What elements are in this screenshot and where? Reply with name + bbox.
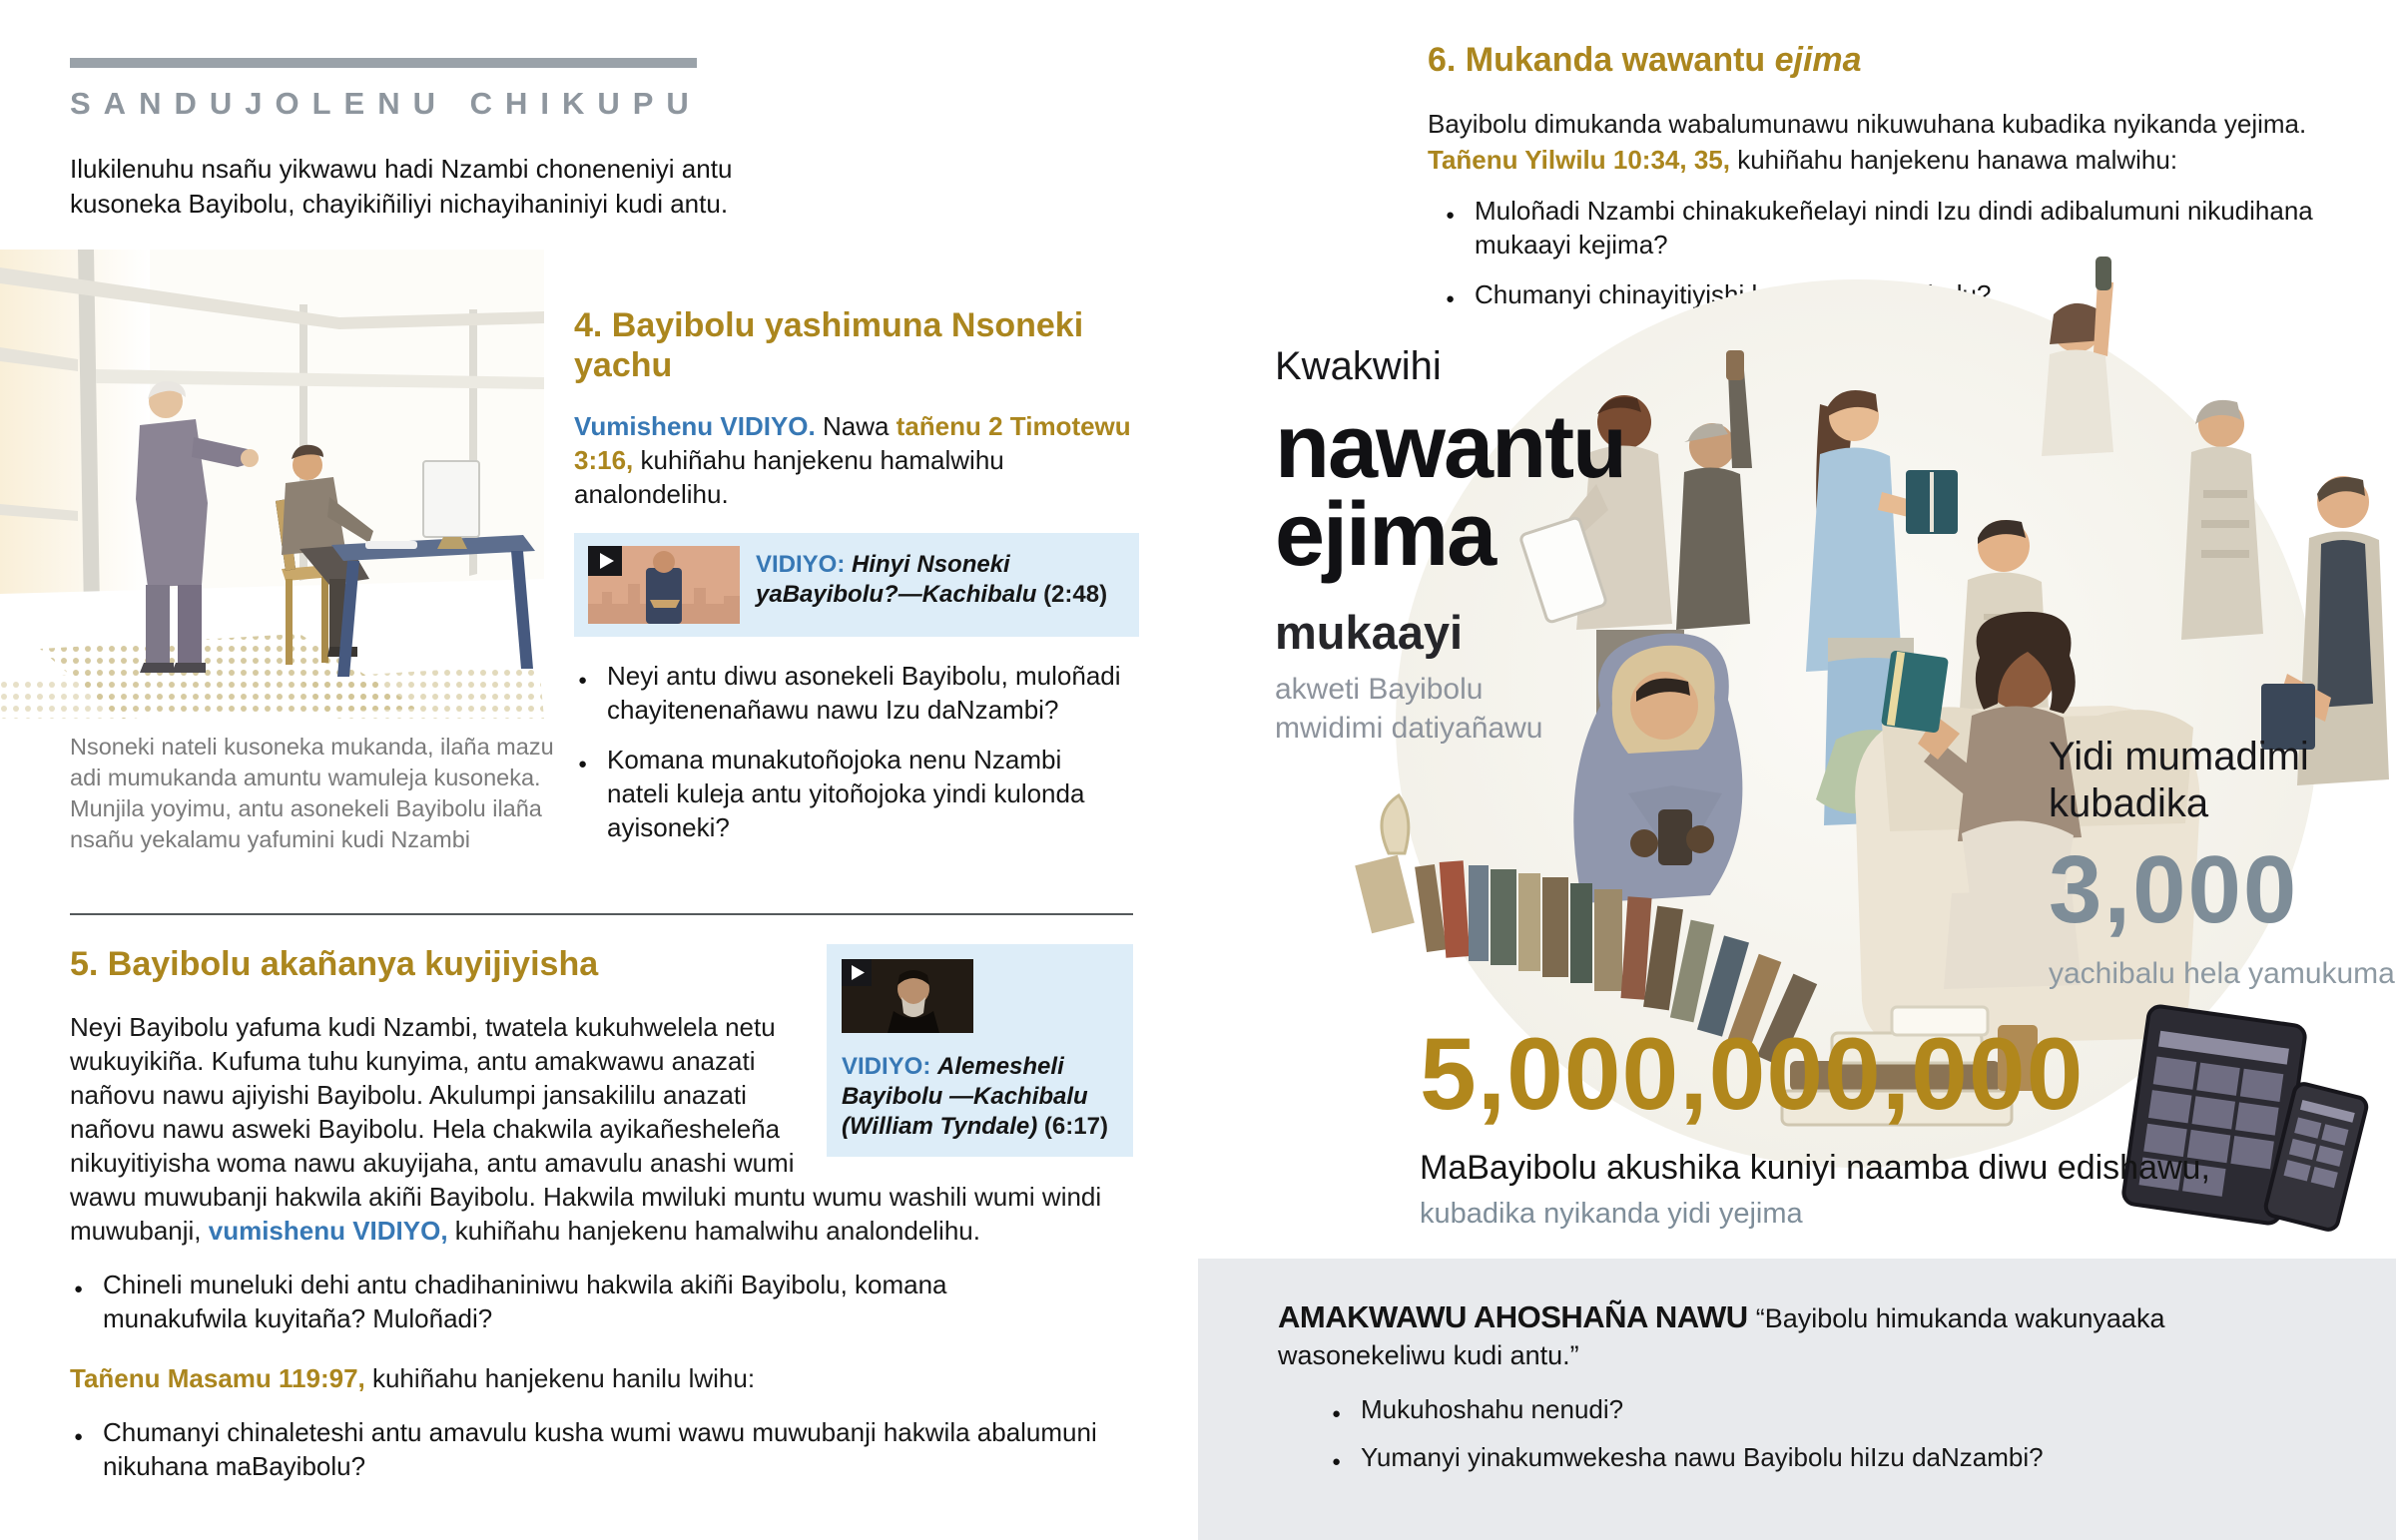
infographic-medium-word: mukaayi (1275, 606, 1464, 659)
section-5 (70, 944, 1133, 1483)
big-word-line2: ejima (1275, 485, 1496, 585)
section-4-questions (574, 659, 1129, 844)
bibles-number-sub: kubadika nyikanda yidi yejima (1420, 1198, 1803, 1230)
video-label: VIDIYO: (756, 551, 853, 578)
question-item: ● Chineli muneluki dehi antu chadihaniniwu hakwila akiñi Bayibolu, komana munakufwila kuyitaña? Muloñadi? (70, 1268, 1098, 1335)
infographic-intro: Kwakwihi (1275, 344, 1442, 388)
infographic-big-words (1275, 397, 1754, 585)
section-divider (70, 913, 1133, 915)
question-item: ● Chumanyi chinaleteshi antu amavulu kusha wumi wawu muwubanji hakwila abalumuni nikuhana maBayibolu? (70, 1415, 1098, 1483)
bibles-printed-stat (1420, 1016, 2378, 1231)
video-1-caption (756, 546, 1125, 610)
question-item: ● Mukuhoshahu nenudi? (1328, 1392, 2306, 1426)
question-item: ● Muloñadi Nzambi chinakukeñelayi nindi Izu dindi adibalumuni nikudihana mukaayi kejima? (1442, 194, 2326, 261)
intro-text: Ilukilenuhu nsañu yikwawu hadi Nzambi choneneniyi antu kusoneka Bayibolu, chayikiñiliyi nichayihaniniyi kudi antu. (70, 154, 733, 219)
section-5-questions (70, 1268, 1098, 1335)
languages-sub: yachibalu hela yamukuma (2049, 957, 2395, 990)
languages-stat-label (2049, 734, 2393, 827)
scripture-link-acts[interactable]: Tañenu Yilwilu 10:34, 35, (1428, 145, 1730, 175)
gray-line2: mwidimi datiyañawu (1275, 712, 1543, 745)
watch-video-link[interactable]: vumishenu VIDIYO, (208, 1216, 448, 1246)
infographic-gray-lines (1275, 670, 1754, 748)
paragraph-text-rest: kuhiñahu hanjekenu hamalwihu analondelihu. (447, 1216, 980, 1246)
stat-label-line1: Yidi mumadimi (2049, 735, 2309, 778)
video-box-2 (827, 944, 1133, 1157)
stat-label-line2: kubadika (2049, 781, 2209, 825)
watch-video-link[interactable]: Vumishenu VIDIYO. (574, 411, 816, 441)
scripture-line (70, 1361, 1133, 1395)
languages-number: 3,000 (2049, 836, 2299, 943)
discussion-box-title: AMAKWAWU AHOSHAÑA NAWU (1278, 1299, 1756, 1334)
paragraph-text: Neyi Bayibolu yafuma kudi Nzambi, twatela kukuhwelela netu wukuyikiña. Kufuma tuhu kunyima, antu amakwawu anazati nañovu nawu ajiyishi Bayibolu. Akulumpi jansakililu anazati nañovu nawu asweki Bayibolu. Hela chakwila ayikañesheleña nikuyitiyisha woma nawu akuyijaha, antu amavulu anashi wumi wawu muwubanji hakwila akiñi Bayibolu. Hakwila mwiluki muntu wumu washili wumi windi muwubanji, (70, 1012, 1102, 1246)
question-item: ● Yumanyi yinakumwekesha nawu Bayibolu hiIzu daNzambi? (1328, 1440, 2306, 1474)
bibles-number-caption: MaBayibolu akushika kuniyi naamba diwu edishawu, (1420, 1149, 2210, 1187)
lead-text-rest: kuhiñahu hanjekenu hamalwihu analondelihu. (574, 445, 1004, 509)
discussion-box-questions (1328, 1392, 2306, 1474)
header-rule (70, 58, 697, 68)
dictation-scene-illustration (0, 250, 544, 719)
page-section-header: SANDUJOLENU CHIKUPU (70, 86, 702, 121)
video-thumbnail-speaker[interactable] (588, 546, 740, 624)
section-4 (574, 305, 1139, 844)
video-1-duration: (2:48) (1043, 581, 1108, 608)
video-thumbnail-tyndale[interactable] (842, 959, 973, 1033)
scripture-link-psalm[interactable]: Tañenu Masamu 119:97, (70, 1363, 365, 1393)
video-2-duration: (6:17) (1043, 1113, 1108, 1140)
video-box-1 (574, 533, 1139, 637)
heading-text: 6. Mukanda wawantu (1428, 41, 1775, 79)
video-1-title: Hinyi Nsoneki yaBayibolu?—Kachibalu (756, 551, 1044, 608)
heading-italic: ejima (1774, 41, 1862, 79)
gray-line1: akweti Bayibolu (1275, 673, 1484, 706)
video-label: VIDIYO: (842, 1053, 938, 1080)
question-item: ● Neyi antu diwu asonekeli Bayibolu, muloñadi chayitenenañawu nawu Izu daNzambi? (574, 659, 1129, 727)
scripture-line-rest: kuhiñahu hanjekenu hanilu lwihu: (364, 1363, 756, 1393)
video-2-caption (842, 1038, 1118, 1142)
discussion-box-quote: “Bayibolu himukanda wakunyaaka wasonekeliwu kudi antu.” (1278, 1303, 2165, 1370)
big-word-line1: nawantu (1275, 397, 1626, 497)
languages-stat (2049, 734, 2393, 991)
section-5-heading: 5. Bayibolu akañanya kuyijiyisha (70, 945, 599, 983)
video-2-title: Alemesheli Bayibolu —Kachibalu (William Tyndale) (842, 1053, 1088, 1140)
discussion-box-lead (1278, 1298, 2176, 1374)
section-4-lead (574, 409, 1139, 511)
infographic-headline (1275, 344, 1754, 748)
lead-text: Nawa (815, 411, 897, 441)
paragraph-text-rest: kuhiñahu hanjekenu hanawa malwihu: (1729, 145, 2178, 175)
question-item: ● Komana munakutoñojoka nenu Nzambi nateli kuleja antu yitoñojoka yindi kulonda ayisoneki? (574, 743, 1129, 844)
discussion-box (1198, 1259, 2396, 1540)
section-4-heading: 4. Bayibolu yashimuna Nsoneki yachu (574, 306, 1084, 384)
section-6-paragraph (1428, 106, 2361, 178)
bibles-number: 5,000,000,000 (1420, 1017, 2085, 1131)
question-item: ● Chumanyi chinayitiyishi kuwaha haBayibolu? (1442, 277, 2326, 311)
scripture-link-2tim[interactable]: tañenu 2 Timotewu 3:16, (574, 411, 1131, 475)
paragraph-text: Bayibolu dimukanda wabalumunawu nikuwuhana kubadika nyikanda yejima. (1428, 109, 2307, 139)
section-5-questions-2 (70, 1415, 1098, 1483)
section-6-heading (1428, 40, 2361, 80)
illustration-caption: Nsoneki nateli kusoneka mukanda, ilaña mazu adi mumukanda amuntu wamuleja kusoneka. Munjila yoyimu, antu asonekeli Bayibolu ilaña nsañu yekalamu yafumini kudi Nzambi (70, 734, 554, 852)
